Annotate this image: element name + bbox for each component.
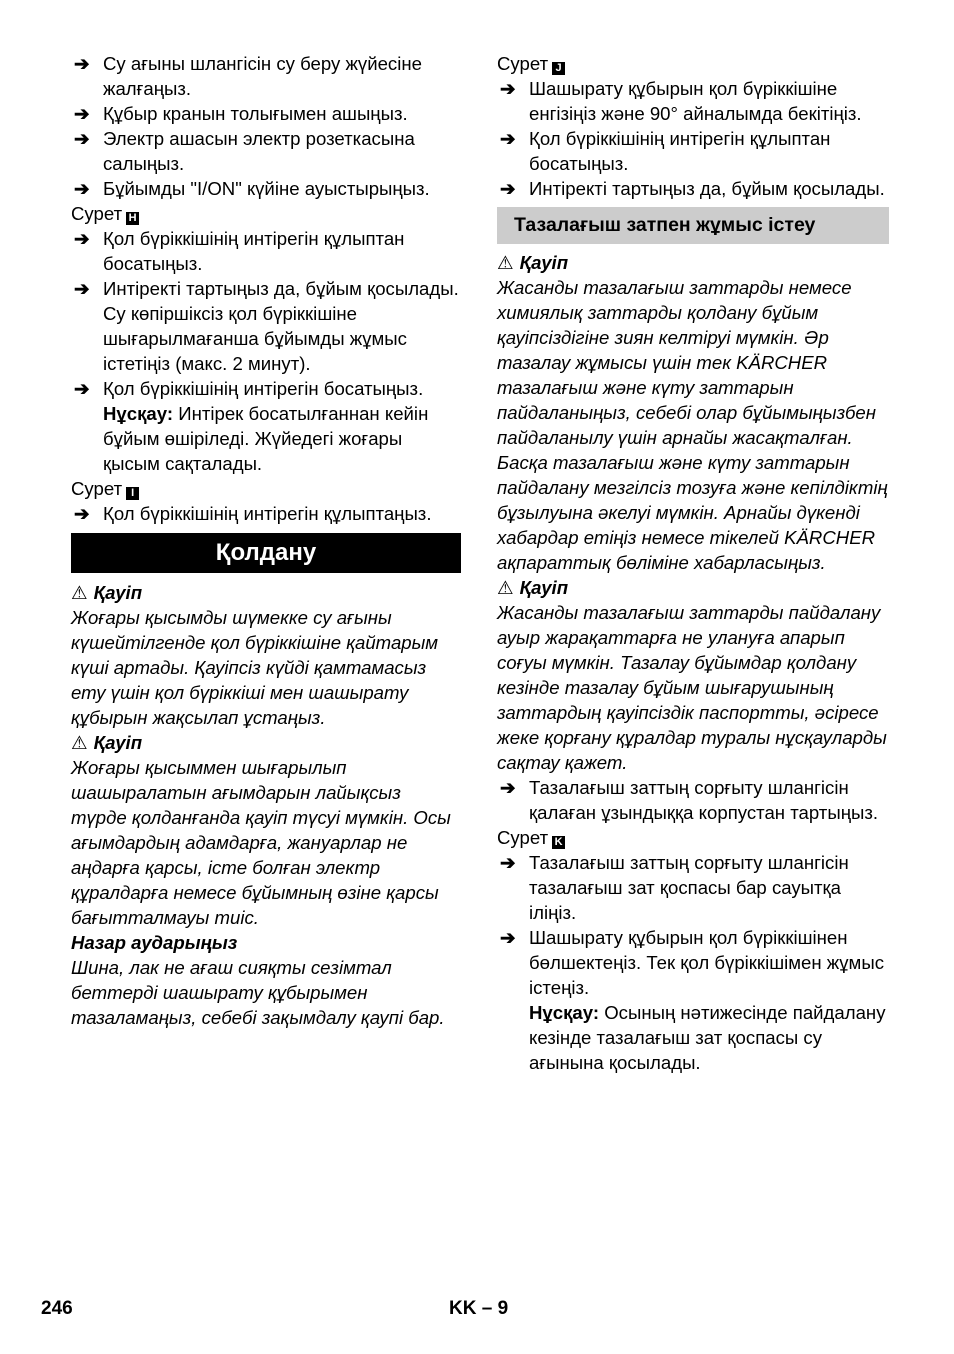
- step-remove-spray-lance: [497, 925, 889, 1075]
- figure-label: Сурет: [71, 478, 123, 499]
- figure-label: Сурет: [497, 827, 549, 848]
- left-column: [71, 51, 461, 1030]
- page-number: 246: [41, 1298, 73, 1319]
- figure-letter-badge: H: [126, 212, 139, 225]
- section-code: KK – 9: [449, 1298, 509, 1319]
- danger-text: Жоғары қысымды шүмекке су ағыны күшейтілгенде қол бүріккішіне қайтарым күші артады. Қауіпсіз күйді қамтамасыз ету үшін қол бүріккіші мен шашырату құбырын жақсылап ұстаңыз.: [71, 607, 439, 728]
- figure-letter-badge: K: [552, 836, 565, 849]
- step-connect-hose: [71, 51, 461, 101]
- danger-label: Қауіп: [519, 577, 569, 598]
- step-text: Шашырату құбырын қол бүріккішіне енгізіңіз және 90° айналымда бекітіңіз.: [529, 78, 862, 124]
- figure-letter-badge: J: [552, 62, 565, 75]
- arrow-icon: ➔: [74, 103, 90, 124]
- danger-label: Қауіп: [93, 732, 143, 753]
- danger-text: Жасанды тазалағыш заттарды пайдалану ауыр жарақаттарға не улануға апарып соғуы мүмкін. Тазалау бұйымдар қолдану кезінде тазалау бұйым шығарушының заттардың қауіпсіздік паспортты, әсіресе жеке қорғану құралдар туралы нұсқауларды сақтау қажет.: [497, 602, 887, 773]
- warning-triangle-icon: ⚠: [71, 582, 88, 603]
- step-text: Интіректі тартыңыз да, бұйым қосылады.: [103, 278, 459, 299]
- step-pull-suction-hose: [497, 775, 889, 825]
- figure-letter-badge: I: [126, 487, 139, 500]
- arrow-icon: ➔: [74, 228, 90, 249]
- danger-label: Қауіп: [519, 252, 569, 273]
- figure-reference-h: [71, 201, 461, 226]
- note-text: Осының нәтижесінде пайдалану кезінде тазалағыш зат қоспасы су ағынына қосылады.: [529, 1002, 886, 1073]
- step-unlock-trigger: [497, 126, 889, 176]
- arrow-icon: ➔: [74, 503, 90, 524]
- step-switch-on: [71, 176, 461, 201]
- figure-reference-j: [497, 51, 889, 76]
- danger-heading: [497, 575, 889, 600]
- danger-label: Қауіп: [93, 582, 143, 603]
- danger-text: Жасанды тазалағыш заттарды немесе химиялық заттарды қолдану бұйым қауіпсіздігіне зиян келтіруі мүмкін. Әр тазалау жұмысы үшін тек KÄRCHER тазалағыш және күту заттарын пайдаланыңыз, себебі олар бұйымыңызбен пайдаланылу үшін арнайы жасақталған. Басқа тазалағыш және күту заттарын пайдалану мезгілсіз тозуға және кепілдіктің бұзылуына әкелуі мүмкін. Арнайы дүкенді хабардар етіңіз немесе тікелей KÄRCHER ақпараттық бөліміне хабарласыңыз.: [497, 277, 888, 573]
- step-pull-trigger: [497, 176, 889, 201]
- step-extra-text: Су көпіршіксіз қол бүріккішіне шығарылмағанша бұйымды жұмыс істетіңіз (макс. 2 минут).: [103, 303, 407, 374]
- step-text: Тазалағыш заттың сорғыту шлангісін қалаған ұзындыққа корпустан тартыңыз.: [529, 777, 879, 823]
- step-lock-trigger: [71, 501, 461, 526]
- step-text: Тазалағыш заттың сорғыту шлангісін тазалағыш зат қоспасы бар сауытқа іліңіз.: [529, 852, 849, 923]
- step-insert-spray-lance: [497, 76, 889, 126]
- step-hang-suction-hose: [497, 850, 889, 925]
- step-plug-in: [71, 126, 461, 176]
- arrow-icon: ➔: [74, 378, 90, 399]
- danger-text: Жоғары қысыммен шығарылып шашыралатын ағымдарын лайықсыз түрде қолданғанда қауіп түсуі мүмкін. Осы ағымдардың адамдарға, жануарлар не аңдарға қарсы, істе болған электр құралдарға немесе бұйымның өзіне қарсы бағытталмауы тиіс.: [71, 757, 451, 928]
- step-open-tap: [71, 101, 461, 126]
- arrow-icon: ➔: [500, 927, 516, 948]
- figure-reference-i: [71, 476, 461, 501]
- note-text: Интірек босатылғаннан кейін бұйым өшіріледі. Жүйедегі жоғары қысым сақталады.: [103, 403, 429, 474]
- note-label: Нұсқау:: [529, 1002, 600, 1023]
- step-text: Интіректі тартыңыз да, бұйым қосылады.: [529, 178, 885, 199]
- figure-label: Сурет: [71, 203, 123, 224]
- step-text: Бұйымды "I/ON" күйіне ауыстырыңыз.: [103, 178, 430, 199]
- attention-heading: Назар аударыңыз: [71, 932, 238, 953]
- step-text: Су ағыны шлангісін су беру жүйесіне жалғаңыз.: [103, 53, 422, 99]
- arrow-icon: ➔: [500, 78, 516, 99]
- warning-triangle-icon: ⚠: [497, 577, 514, 598]
- section-heading-detergent: Тазалағыш затпен жұмыс істеу: [497, 207, 889, 244]
- figure-label: Сурет: [497, 53, 549, 74]
- step-unlock-trigger: [71, 226, 461, 276]
- step-text: Қол бүріккішінің интірегін құлыптан босатыңыз.: [529, 128, 831, 174]
- arrow-icon: ➔: [500, 777, 516, 798]
- step-text: Шашырату құбырын қол бүріккішінен бөлшектеңіз. Тек қол бүріккішімен жұмыс істеңіз.: [529, 927, 884, 998]
- arrow-icon: ➔: [74, 278, 90, 299]
- danger-heading: [497, 250, 889, 275]
- right-column: [497, 51, 889, 1075]
- arrow-icon: ➔: [74, 53, 90, 74]
- arrow-icon: ➔: [500, 852, 516, 873]
- step-text: Қол бүріккішінің интірегін құлыптаңыз.: [103, 503, 432, 524]
- arrow-icon: ➔: [74, 178, 90, 199]
- danger-heading: [71, 580, 461, 605]
- section-heading-usage: Қолдану: [71, 533, 461, 573]
- attention-text: Шина, лак не ағаш сияқты сезімтал беттерді шашырату құбырымен тазаламаңыз, себебі зақымдалу қаупі бар.: [71, 957, 445, 1028]
- step-release-trigger: [71, 376, 461, 476]
- step-text: Қол бүріккішінің интірегін босатыңыз.: [103, 378, 424, 399]
- step-pull-trigger: [71, 276, 461, 376]
- danger-heading: [71, 730, 461, 755]
- note-label: Нұсқау:: [103, 403, 174, 424]
- step-text: Қол бүріккішінің интірегін құлыптан босатыңыз.: [103, 228, 405, 274]
- step-text: Электр ашасын электр розеткасына салыңыз.: [103, 128, 415, 174]
- warning-triangle-icon: ⚠: [71, 732, 88, 753]
- arrow-icon: ➔: [74, 128, 90, 149]
- figure-reference-k: [497, 825, 889, 850]
- warning-triangle-icon: ⚠: [497, 252, 514, 273]
- arrow-icon: ➔: [500, 178, 516, 199]
- step-text: Құбыр кранын толығымен ашыңыз.: [103, 103, 408, 124]
- arrow-icon: ➔: [500, 128, 516, 149]
